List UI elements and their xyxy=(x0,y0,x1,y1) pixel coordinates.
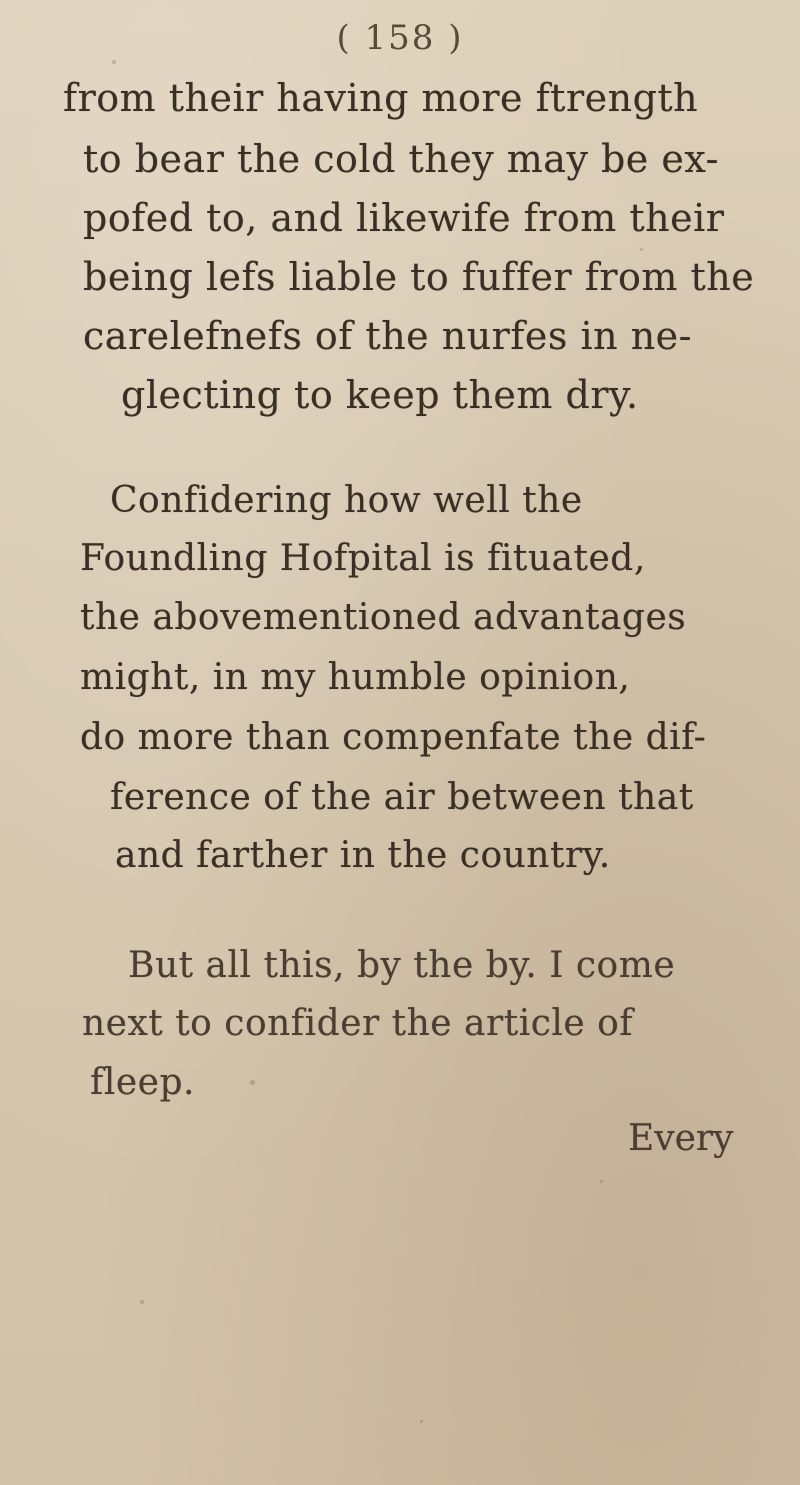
paper-speck xyxy=(640,248,643,251)
text-line: do more than compenfate the dif- xyxy=(80,717,707,758)
text-line: and farther in the country. xyxy=(115,835,611,876)
page-number: ( 158 ) xyxy=(336,18,464,58)
paper-speck xyxy=(250,1080,255,1085)
text-line: Confidering how well the xyxy=(110,480,583,521)
text-line: glecting to keep them dry. xyxy=(121,373,639,417)
paper-speck xyxy=(420,1420,423,1423)
text-line: might, in my humble opinion, xyxy=(80,657,631,698)
text-line: from their having more ftrength xyxy=(63,76,699,120)
text-line: But all this, by the by. I come xyxy=(128,945,676,986)
paper-speck xyxy=(600,1180,603,1183)
text-line: Foundling Hofpital is fituated, xyxy=(80,538,646,579)
paper-speck xyxy=(140,1300,144,1304)
text-line: to bear the cold they may be ex- xyxy=(83,137,719,181)
text-line: next to confider the article of xyxy=(82,1003,634,1044)
text-line: being lefs liable to fuffer from the xyxy=(83,255,755,299)
catchword: Every xyxy=(628,1118,734,1159)
text-line: ference of the air between that xyxy=(110,777,694,818)
text-line: pofed to, and likewife from their xyxy=(83,196,725,240)
text-line: fleep. xyxy=(90,1062,195,1103)
text-line: the abovementioned advantages xyxy=(80,597,687,638)
paper-speck xyxy=(112,60,116,64)
text-line: carelefnefs of the nurfes in ne- xyxy=(83,314,692,358)
